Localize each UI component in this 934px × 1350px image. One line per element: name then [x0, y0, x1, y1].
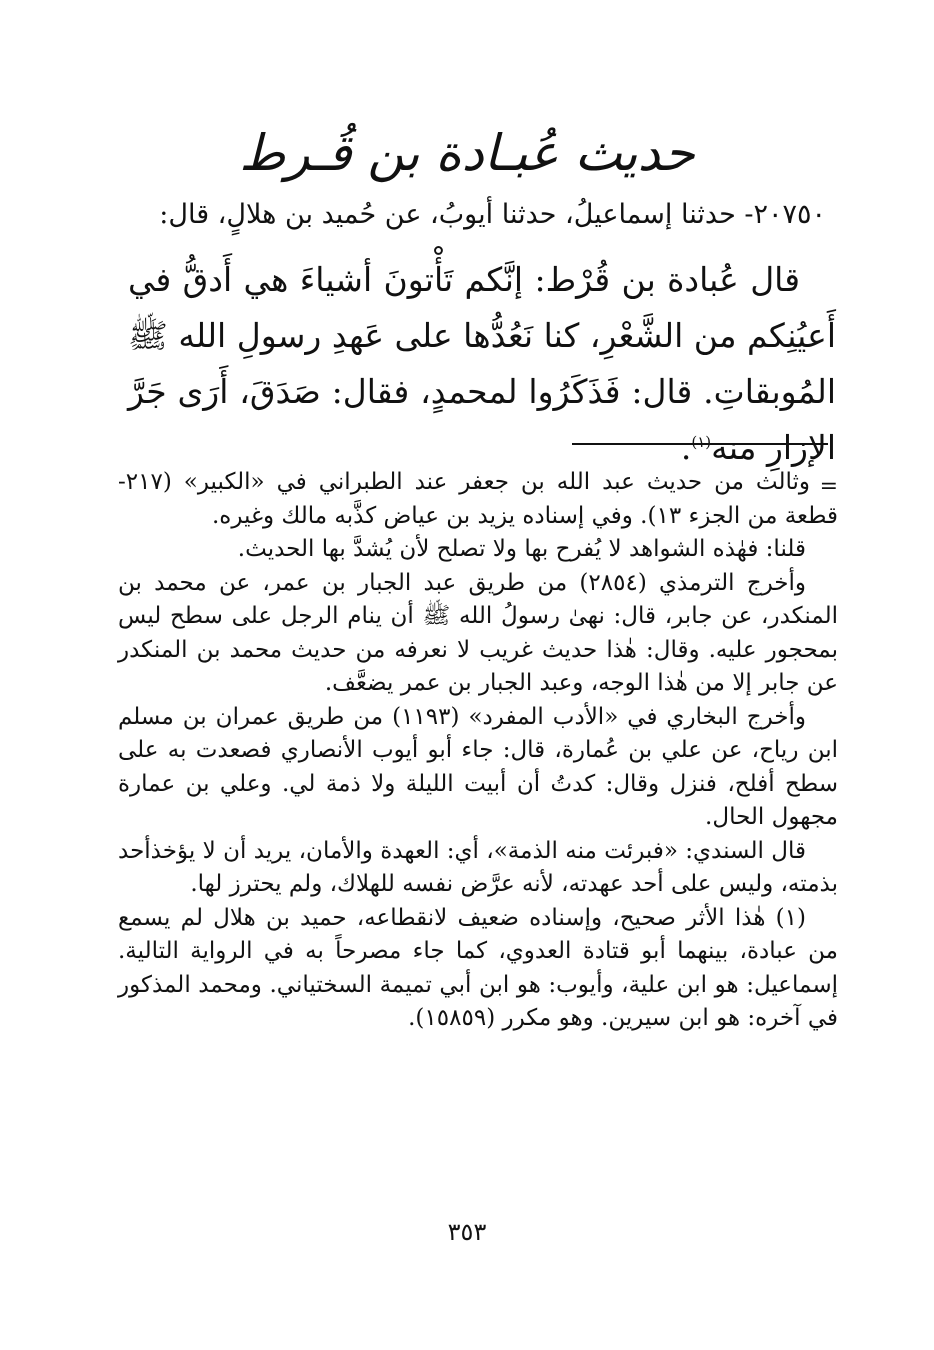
footnote-reference: (١): [691, 433, 712, 451]
footnote-paragraph: [118, 466, 838, 533]
footnote-text: وثالث من حديث عبد الله بن جعفر عند الطبراني في «الكبير» (٢١٧-قطعة من الجزء ١٣). وفي إسناده يزيد بن عياض كذَّبه مالك وغيره.: [118, 469, 838, 529]
page-number: ٣٥٣: [447, 1218, 487, 1246]
page-title: حديث عُبـادة بن قُـرط: [239, 124, 695, 182]
hadith-isnad: ٢٠٧٥٠- حدثنا إسماعيلُ، حدثنا أيوبُ، عن حُميد بن هلالٍ، قال:: [159, 199, 826, 230]
footnote-divider: [572, 443, 828, 445]
footnote-paragraph: وأخرج الترمذي (٢٨٥٤) من طريق عبد الجبار بن عمر، عن محمد بن المنكدر، عن جابر، قال: نهىٰ رسولُ الله ﷺ أن ينام الرجل على سطح ليس بمحجور عليه. وقال: هٰذا حديث غريب لا نعرفه من حديث محمد بن المنكدر عن جابر إلا من هٰذا الوجه، وعبد الجبار بن عمر يضعَّف.: [118, 569, 838, 696]
footnotes: [118, 466, 838, 1036]
footnote-paragraph: قلنا: فهٰذه الشواهد لا يُفرح بها ولا تصلح لأن يُشدَّ بها الحديث.: [237, 536, 806, 562]
footnote-paragraph: وأخرج البخاري في «الأدب المفرد» (١١٩٣) من طريق عمران بن مسلم ابن رياح، عن علي بن عُمارة، قال: جاء أبو أيوب الأنصاري فصعدت به على سطح أفلح، فنزل وقال: كدتُ أن أبيت الليلة ولا ذمة لي. وعلي بن عمارة مجهول الحال.: [118, 703, 838, 830]
hadith-text: قال عُبادة بن قُرْط: إنَّكم تَأْتونَ أشياءَ هي أَدقُّ في أَعيُنِكم من الشَّعْرِ، كنا نَعُدُّها على عَهدِ رسولِ الله ﷺ المُوبقاتِ. قال: فَذَكَرُوا لمحمدٍ، فقال: صَدَقَ، أَرَى جَرَّ الإزارِ منه$^{(١)}$.: [128, 260, 836, 467]
footnote-paragraph: قال السندي: «فبرئت منه الذمة»، أي: العهدة والأمان، يريد أن لا يؤخذأحد بذمته، وليس على أحد عهدته، لأنه عرَّض نفسه للهلاك، ولم يحترز لها.: [118, 837, 838, 897]
hadith-matn: قال عُبادة بن قُرْط: إنَّكم تَأْتونَ أشياءَ هي أَدقُّ في أَعيُنِكم من الشَّعْرِ، كنا نَعُدُّها على عَهدِ رسولِ الله ﷺ المُوبقاتِ. قال: فَذَكَرُوا لمحمدٍ، فقال: صَدَقَ، أَرَى جَرَّ الإزارِ منه: [128, 260, 836, 467]
continuation-mark: =: [819, 474, 838, 499]
footnote-paragraph: (١) هٰذا الأثر صحيح، وإسناده ضعيف لانقطاعه، حميد بن هلال لم يسمع من عبادة، بينهما أبو قتادة العدوي، كما جاء مصرحاً به في الرواية التالية. إسماعيل: هو ابن علية، وأيوب: هو ابن أبي تميمة السختياني. ومحمد المذكور في آخره: هو ابن سيرين. وهو مكرر (١٥٨٥٩).: [118, 904, 838, 1031]
